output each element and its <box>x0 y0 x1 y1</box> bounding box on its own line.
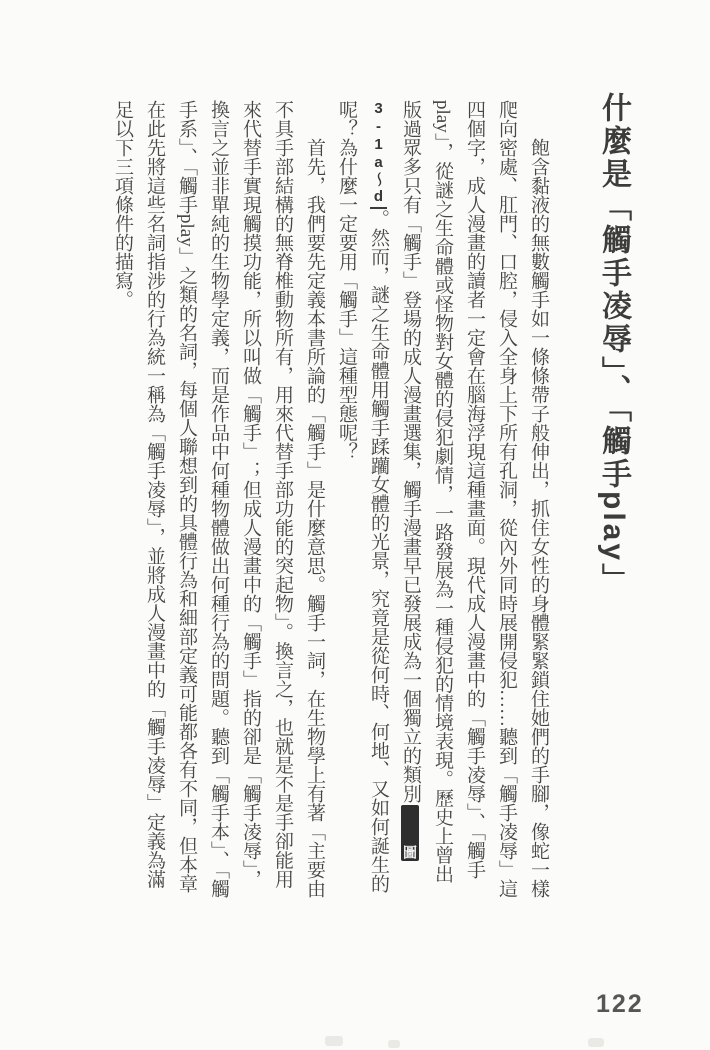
page-number: 122 <box>596 990 644 1018</box>
scan-artifact <box>325 1036 343 1046</box>
paragraph-1 <box>330 100 554 898</box>
article-body <box>102 100 554 898</box>
scan-artifact <box>588 1038 604 1047</box>
figure-marker-icon: 圖 <box>401 805 419 861</box>
figure-reference-label-end: d <box>370 188 387 209</box>
figure-reference-label: 3-1a～ <box>370 100 387 188</box>
scan-artifact <box>388 1040 400 1048</box>
paragraph-1-text-before-figure: 飽含黏液的無數觸手如一條條帶子般伸出，抓住女性的身體緊緊鎖住她們的手腳，像蛇一樣爬向密處、肛門、口腔，侵入全身上下所有孔洞，從內外同時展開侵犯……聽到「觸手凌辱」這四個字，成人漫畫的讀者一定會在腦海浮現這種畫面。現代成人漫畫中的「觸手凌辱」、「觸手play」，從謎之生命體或怪物對女體的侵犯劇情，一路發展為一種侵犯的情境表現。歷史上曾出版過眾多只有「觸手」登場的成人漫畫選集，觸手漫畫早已發展成為一個獨立的類別 <box>400 100 549 898</box>
paragraph-2: 首先，我們要先定義本書所論的「觸手」是什麼意思。觸手一詞，在生物學上有著「主要由不具手部結構的無脊椎動物所有，用來代替手部功能的突起物」。換言之，也就是不是手卻能用來代替手實現觸摸功能，所以叫做「觸手」；但成人漫畫中的「觸手」指的卻是「觸手凌辱」，換言之並非單純的生物學定義，而是作品中何種物體做出何種行為的問題。聽到「觸手本」、「觸手系」、「觸手play」之類的名詞，每個人聯想到的具體行為和細部定義可能都各有不同，但本章在此先將這些名詞指涉的行為統一稱為「觸手凌辱」，並將成人漫畫中的「觸手凌辱」定義為滿足以下三項條件的描寫。 <box>112 100 325 898</box>
chapter-title: 什麼是「觸手凌辱」、「觸手play」 <box>597 92 630 597</box>
paragraph-1-text-after-figure: 。然而，謎之生命體用觸手蹂躪女體的光景，究竟是從何時、何地、又如何誕生的呢？為什麼一定要用「觸手」這種型態呢？ <box>336 100 389 893</box>
